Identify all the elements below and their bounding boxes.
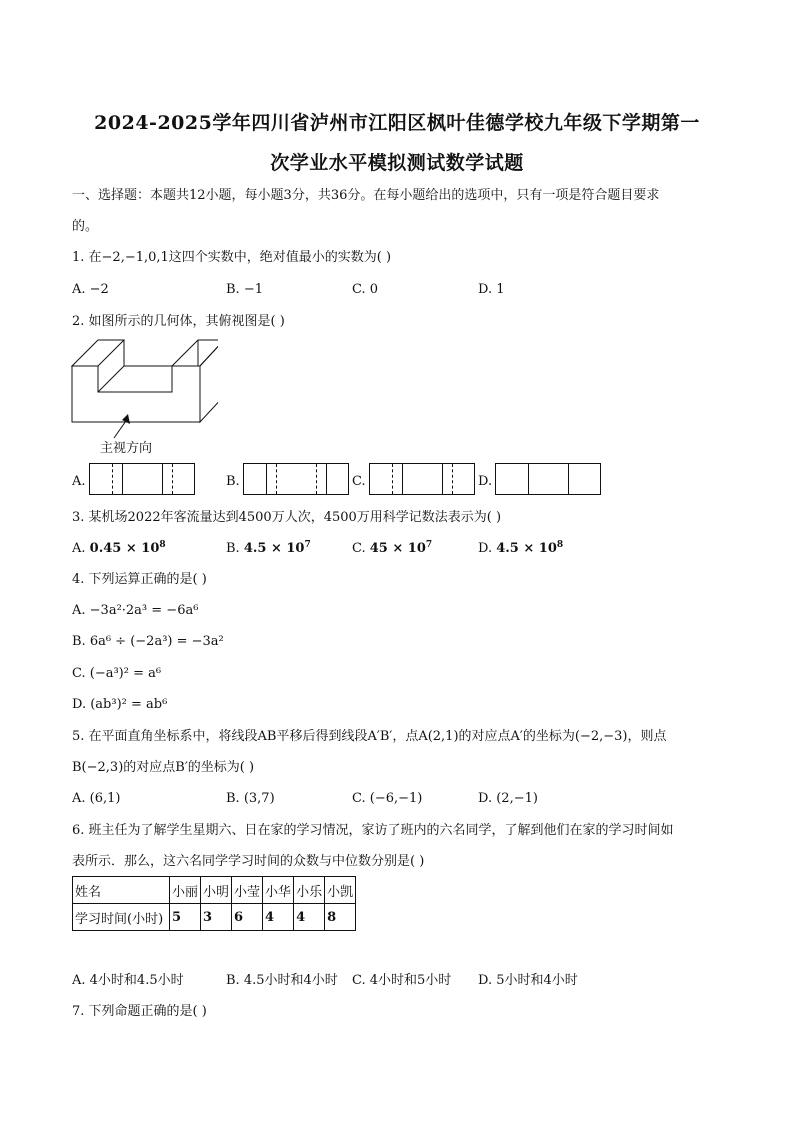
q6-option-b: B. 4.5小时和4小时	[226, 973, 338, 988]
table-cell: 小莹	[232, 877, 263, 904]
figure-caption: 主视方向	[100, 441, 153, 456]
question-5-line1: 5. 在平面直角坐标系中，将线段AB平移后得到线段A′B′，点A(2,1)的对应点A′的坐标为(−2,−3)，则点	[72, 729, 667, 744]
q6-option-a: A. 4小时和4.5小时	[72, 973, 184, 988]
q1-option-d: D. 1	[478, 282, 505, 297]
table-cell: 小丽	[170, 877, 201, 904]
table-cell: 4	[294, 904, 325, 931]
section-instructions-line2: 的。	[72, 219, 99, 234]
study-time-table	[72, 876, 356, 931]
question-6-line1: 6. 班主任为了解学生星期六、日在家的学习情况，家访了班内的六名同学，了解到他们在家的学习时间如	[72, 823, 674, 838]
exam-title-line2: 次学业水平模拟测试数学试题	[270, 152, 524, 174]
question-3-stem: 3. 某机场2022年客流量达到4500万人次，4500万用科学记数法表示为( )	[72, 510, 502, 525]
section-instructions-line1: 一、选择题：本题共12小题，每小题3分，共36分。在每小题给出的选项中，只有一项是符合题目要求	[72, 188, 660, 203]
question-5-line2: B(−2,3)的对应点B′的坐标为( )	[72, 760, 255, 775]
question-4-stem: 4. 下列运算正确的是( )	[72, 572, 207, 587]
q6-option-c: C. 4小时和5小时	[352, 973, 452, 988]
q5-option-a: A. (6,1)	[72, 791, 121, 806]
table-cell: 5	[170, 904, 201, 931]
q6-option-d: D. 5小时和4小时	[478, 973, 578, 988]
table-row	[73, 904, 356, 931]
q2-option-c-letter: C.	[352, 474, 366, 489]
q2-option-a-letter: A.	[72, 474, 86, 489]
q3-option-d: D. $4.5 \times 10^8$	[478, 540, 564, 556]
table-cell: 小乐	[294, 877, 325, 904]
question-1-stem: 1. 在−2,−1,0,1这四个实数中，绝对值最小的实数为( )	[72, 250, 392, 265]
q3-option-c: C. $45 \times 10^7$	[352, 540, 433, 556]
table-cell: 学习时间(小时)	[73, 904, 170, 931]
q2-option-b-letter: B.	[226, 474, 240, 489]
q5-option-b: B. (3,7)	[226, 791, 275, 806]
q1-option-b: B. −1	[226, 282, 263, 297]
q3-option-b: B. $4.5 \times 10^7$	[226, 540, 311, 556]
q2-option-c-figure	[369, 463, 475, 495]
table-cell: 6	[232, 904, 263, 931]
q1-option-c: C. 0	[352, 282, 379, 297]
table-cell: 8	[325, 904, 356, 931]
q4-option-c: C. (−a³)² = a⁶	[72, 666, 162, 681]
question-6-line2: 表所示．那么，这六名同学学习时间的众数与中位数分别是( )	[72, 854, 425, 869]
q2-option-a-figure	[89, 463, 195, 495]
q2-option-b-figure	[243, 463, 349, 495]
q5-option-d: D. (2,−1)	[478, 791, 538, 806]
q1-option-a: A. −2	[72, 282, 109, 297]
table-cell: 4	[263, 904, 294, 931]
table-cell: 姓名	[73, 877, 170, 904]
table-cell: 3	[201, 904, 232, 931]
q2-option-d-figure	[495, 463, 601, 495]
q4-option-a: A. −3a²·2a³ = −6a⁶	[72, 603, 199, 618]
table-header-row	[73, 877, 356, 904]
q2-option-d-letter: D.	[478, 474, 493, 489]
q4-option-b: B. 6a⁶ ÷ (−2a³) = −3a²	[72, 634, 224, 649]
exam-title-line1: 2024-2025学年四川省泸州市江阳区枫叶佳德学校九年级下学期第一	[94, 112, 700, 134]
table-cell: 小华	[263, 877, 294, 904]
table-cell: 小明	[201, 877, 232, 904]
table-cell: 小凯	[325, 877, 356, 904]
question-2-stem: 2. 如图所示的几何体，其俯视图是( )	[72, 314, 285, 329]
question-7-stem: 7. 下列命题正确的是( )	[72, 1004, 207, 1019]
q5-option-c: C. (−6,−1)	[352, 791, 423, 806]
q4-option-d: D. (ab³)² = ab⁶	[72, 697, 168, 712]
q3-option-a: A. $0.45 \times 10^8$	[72, 540, 166, 556]
